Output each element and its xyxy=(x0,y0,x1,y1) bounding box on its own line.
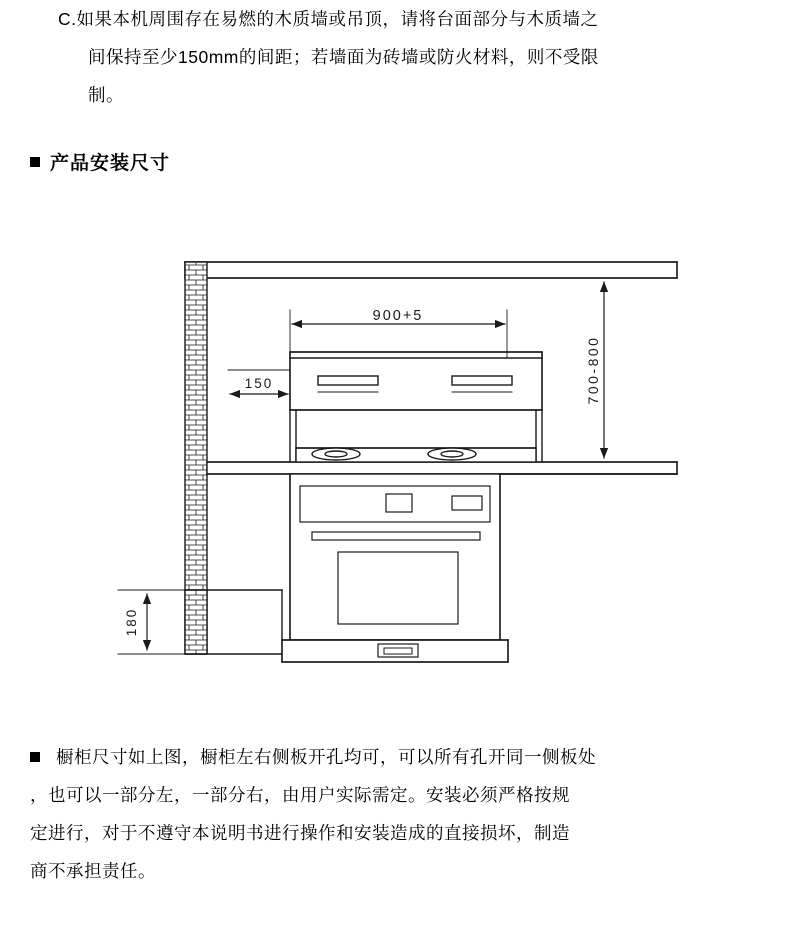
ceiling-slab xyxy=(185,262,677,278)
label-cabinet-width: 900+5 xyxy=(372,308,424,324)
counter-top xyxy=(207,462,677,474)
top-paragraph-line-1: C.如果本机周围存在易燃的木质墙或吊顶，请将台面部分与木质墙之 xyxy=(58,9,599,29)
cabinet-oven-unit xyxy=(282,474,508,662)
label-hood-height: 700-800 xyxy=(585,335,601,405)
label-plinth-height: 180 xyxy=(124,607,139,637)
bullet-square-icon xyxy=(30,157,40,167)
section-heading xyxy=(30,148,170,175)
bottom-paragraph-line-3: 定进行，对于不遵守本说明书进行操作和安装造成的直接损坏，制造 xyxy=(30,823,570,843)
range-hood xyxy=(290,352,542,462)
top-paragraph xyxy=(48,0,748,114)
bottom-paragraph-line-4: 商不承担责任。 xyxy=(30,861,156,881)
brick-wall xyxy=(185,262,207,654)
top-paragraph-line-2: 间保持至少150mm的间距；若墙面为砖墙或防火材料，则不受限 xyxy=(88,47,599,67)
bottom-paragraph xyxy=(30,738,760,890)
top-paragraph-line-3: 制。 xyxy=(88,85,124,105)
section-heading-label: 产品安装尺寸 xyxy=(50,153,171,174)
bottom-paragraph-line-1: 橱柜尺寸如上图，橱柜左右侧板开孔均可，可以所有孔开同一侧板处 xyxy=(56,747,596,767)
label-wall-clearance: 150 xyxy=(244,376,274,391)
installation-dimension-diagram xyxy=(0,210,790,710)
diagram-svg xyxy=(0,210,790,710)
bottom-paragraph-line-2: ，也可以一部分左，一部分右，由用户实际需定。安装必须严格按规 xyxy=(30,785,570,805)
